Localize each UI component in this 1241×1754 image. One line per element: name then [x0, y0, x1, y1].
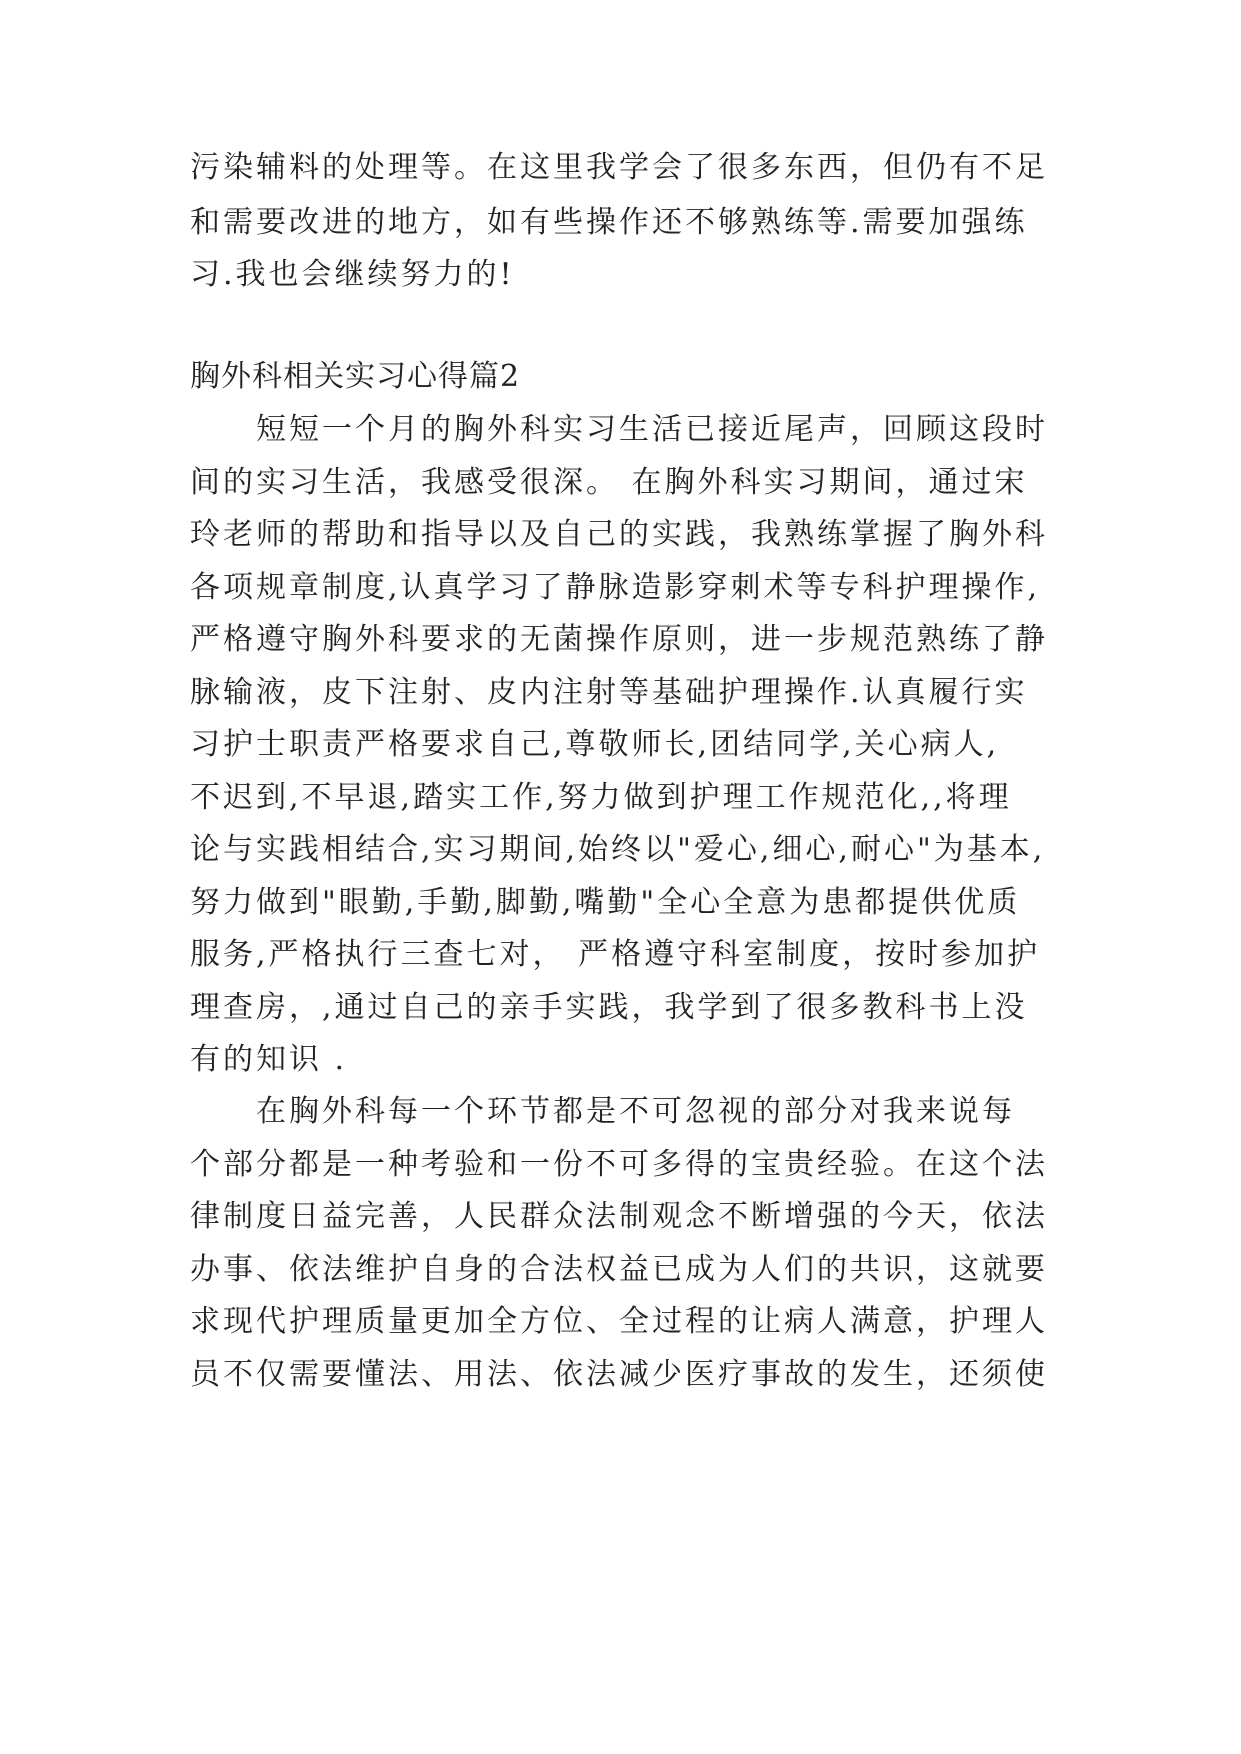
paragraph-line: 办事、依法维护自身的合法权益已成为人们的共识，这就要 [190, 1252, 1048, 1287]
paragraph-line: 严格遵守胸外科要求的无菌操作原则，进一步规范熟练了静 [190, 622, 1048, 657]
paragraph-line: 员不仅需要懂法、用法、依法减少医疗事故的发生，还须使 [190, 1357, 1048, 1392]
paragraph-line: 玲老师的帮助和指导以及自己的实践，我熟练掌握了胸外科 [190, 517, 1048, 552]
paragraph-line: 服务,严格执行三查七对， 严格遵守科室制度，按时参加护 [190, 937, 1041, 972]
paragraph-line: 间的实习生活，我感受很深。 在胸外科实习期间，通过宋 [190, 465, 1028, 500]
paragraph-line: 论与实践相结合,实习期间,始终以"爱心,细心,耐心"为基本, [190, 832, 1046, 867]
paragraph-line: 习护士职责严格要求自己,尊敬师长,团结同学,关心病人, [190, 727, 1000, 762]
continuation-line: 污染辅料的处理等。在这里我学会了很多东西，但仍有不足 [190, 150, 1048, 185]
paragraph-line: 各项规章制度,认真学习了静脉造影穿刺术等专科护理操作, [190, 570, 1041, 605]
continuation-line: 习.我也会继续努力的! [190, 257, 515, 292]
paragraph-line: 努力做到"眼勤,手勤,脚勤,嘴勤"全心全意为患都提供优质 [190, 885, 1021, 920]
paragraph-line: 个部分都是一种考验和一份不可多得的宝贵经验。在这个法 [190, 1147, 1048, 1182]
paragraph-line: 短短一个月的胸外科实习生活已接近尾声，回顾这段时 [190, 412, 1048, 447]
paragraph-line: 理查房，,通过自己的亲手实践，我学到了很多教科书上没 [190, 990, 1028, 1025]
continuation-line: 和需要改进的地方，如有些操作还不够熟练等.需要加强练 [190, 205, 1028, 240]
paragraph-line: 律制度日益完善，人民群众法制观念不断增强的今天，依法 [190, 1199, 1048, 1234]
paragraph-line: 求现代护理质量更加全方位、全过程的让病人满意，护理人 [190, 1304, 1048, 1339]
paragraph-line: 脉输液，皮下注射、皮内注射等基础护理操作.认真履行实 [190, 675, 1028, 710]
section-title: 胸外科相关实习心得篇2 [190, 359, 521, 394]
paragraph-line: 不迟到,不早退,踏实工作,努力做到护理工作规范化,,将理 [190, 780, 1012, 815]
paragraph-line: 在胸外科每一个环节都是不可忽视的部分对我来说每 [190, 1094, 1015, 1129]
paragraph-line: 有的知识 . [190, 1042, 348, 1077]
